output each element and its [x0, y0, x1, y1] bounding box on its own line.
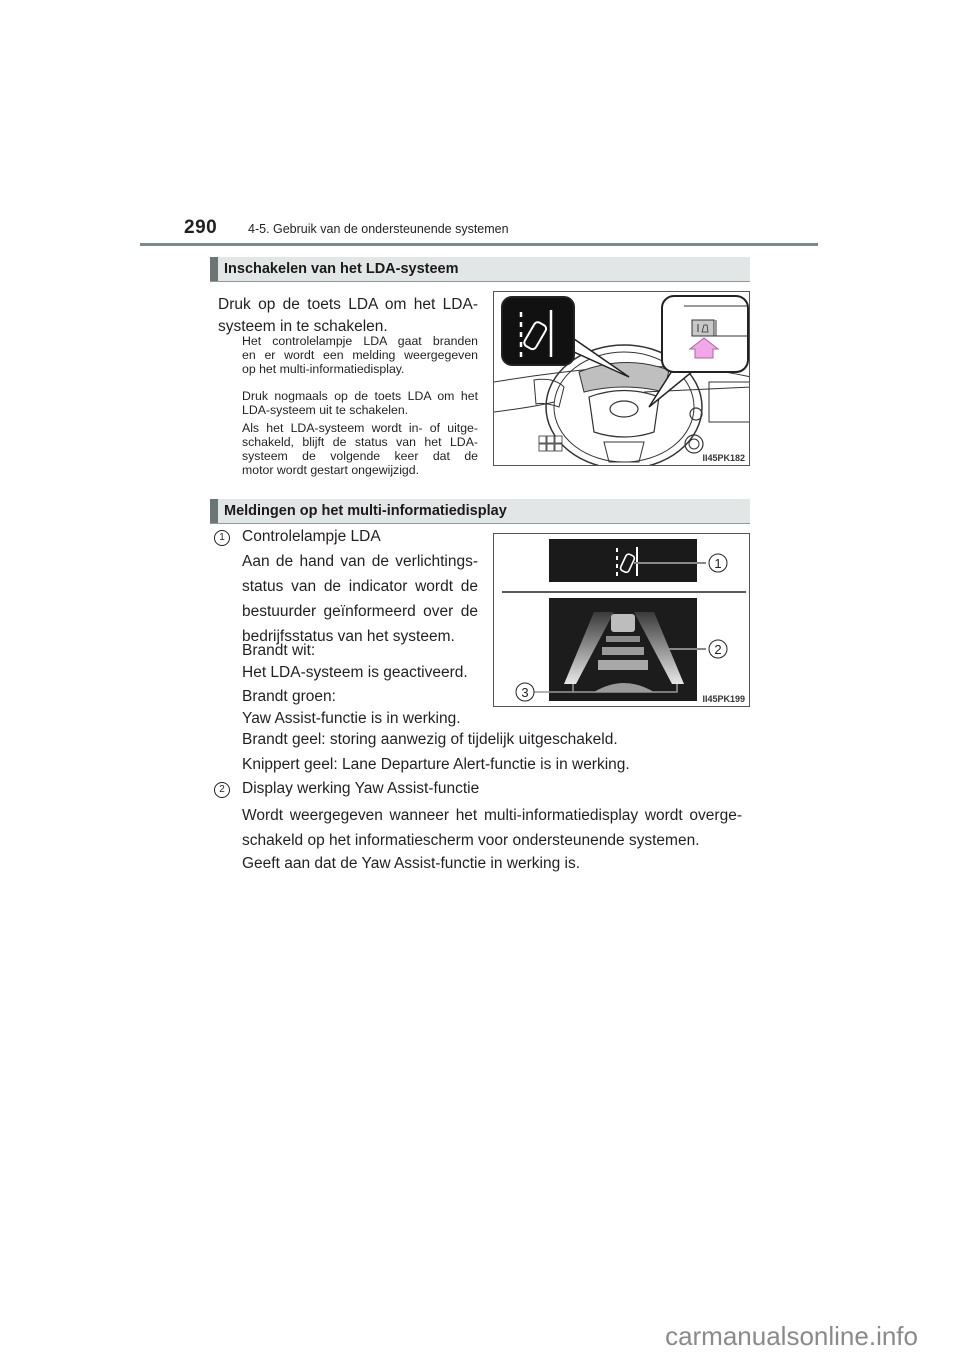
state-white	[242, 640, 482, 684]
state-green	[242, 686, 482, 730]
note-line: motor wordt gestart ongewijzigd.	[242, 463, 420, 477]
intro-line: systeem in te schakelen.	[218, 318, 388, 335]
item-1-title: Controlelampje LDA	[242, 528, 381, 545]
note-line: Druk nogmaals op de toets LDA om het	[242, 389, 478, 403]
item-number-1: 1	[214, 530, 230, 546]
state-yellow-steady: Brandt geel: storing aanwezig of tijdelijk uitgeschakeld.	[242, 731, 618, 748]
page-number: 290	[184, 217, 218, 238]
desc-line: Wordt weergegeven wanneer het multi-informatiedisplay wordt overge-	[242, 807, 742, 824]
desc-line: Aan de hand van de verlichtings-	[242, 553, 478, 570]
item-1-description	[242, 549, 478, 649]
note-1	[242, 334, 478, 376]
note-line: Het controlelampje LDA gaat branden	[242, 334, 478, 348]
mid-illustration	[493, 533, 750, 707]
note-line: LDA-systeem uit te schakelen.	[242, 403, 409, 417]
state-label: Brandt groen:	[242, 688, 336, 705]
heading-accent-bar	[210, 499, 218, 523]
intro-line: Druk op de toets LDA om het LDA-	[218, 296, 478, 313]
note-line: en er wordt een melding weergegeven	[242, 348, 478, 362]
figure-code: II45PK182	[702, 453, 745, 463]
steering-wheel-dashboard-drawing	[494, 292, 750, 466]
note-line: systeem de volgende keer dat de	[242, 449, 478, 463]
multi-info-display-drawing	[494, 534, 750, 707]
svg-text:3: 3	[521, 685, 529, 700]
section-title: Inschakelen van het LDA-systeem	[224, 261, 459, 277]
section-heading-lda-activation	[210, 257, 750, 282]
item-number-2: 2	[214, 782, 230, 798]
svg-text:2: 2	[714, 642, 722, 657]
item-2-title: Display werking Yaw Assist-functie	[242, 780, 480, 797]
note-2	[242, 389, 478, 417]
state-yellow-blinking: Knippert geel: Lane Departure Alert-functie is in werking.	[242, 756, 630, 773]
state-text: Het LDA-systeem is geactiveerd.	[242, 664, 468, 681]
state-text: Yaw Assist-functie is in werking.	[242, 710, 461, 727]
state-label: Brandt wit:	[242, 642, 316, 659]
item-2-extra: Geeft aan dat de Yaw Assist-functie in werking is.	[242, 855, 581, 872]
desc-line: schakeld op het informatiescherm voor ondersteunende systemen.	[242, 832, 700, 849]
figure-code: II45PK199	[702, 694, 745, 704]
note-line: schakeld, blijft de status van het LDA-	[242, 435, 478, 449]
intro-paragraph	[218, 294, 478, 338]
note-line: op het multi-informatiedisplay.	[242, 362, 405, 376]
section-title: Meldingen op het multi-informatiedisplay	[224, 503, 507, 519]
section-heading-mid-messages	[210, 499, 750, 524]
header-divider	[140, 243, 818, 246]
heading-accent-bar	[210, 257, 218, 281]
chapter-title: 4-5. Gebruik van de ondersteunende systemen	[248, 222, 509, 236]
watermark: carmanualsonline.info	[665, 1321, 918, 1351]
note-3	[242, 421, 478, 477]
svg-text:1: 1	[714, 556, 722, 571]
item-2-description	[242, 803, 742, 853]
dashboard-illustration	[493, 291, 750, 466]
note-line: Als het LDA-systeem wordt in- of uitge-	[242, 421, 478, 435]
desc-line: bedrijfsstatus van het systeem.	[242, 628, 455, 645]
desc-line: bestuurder geïnformeerd over de	[242, 603, 478, 620]
desc-line: status van de indicator wordt de	[242, 578, 478, 595]
